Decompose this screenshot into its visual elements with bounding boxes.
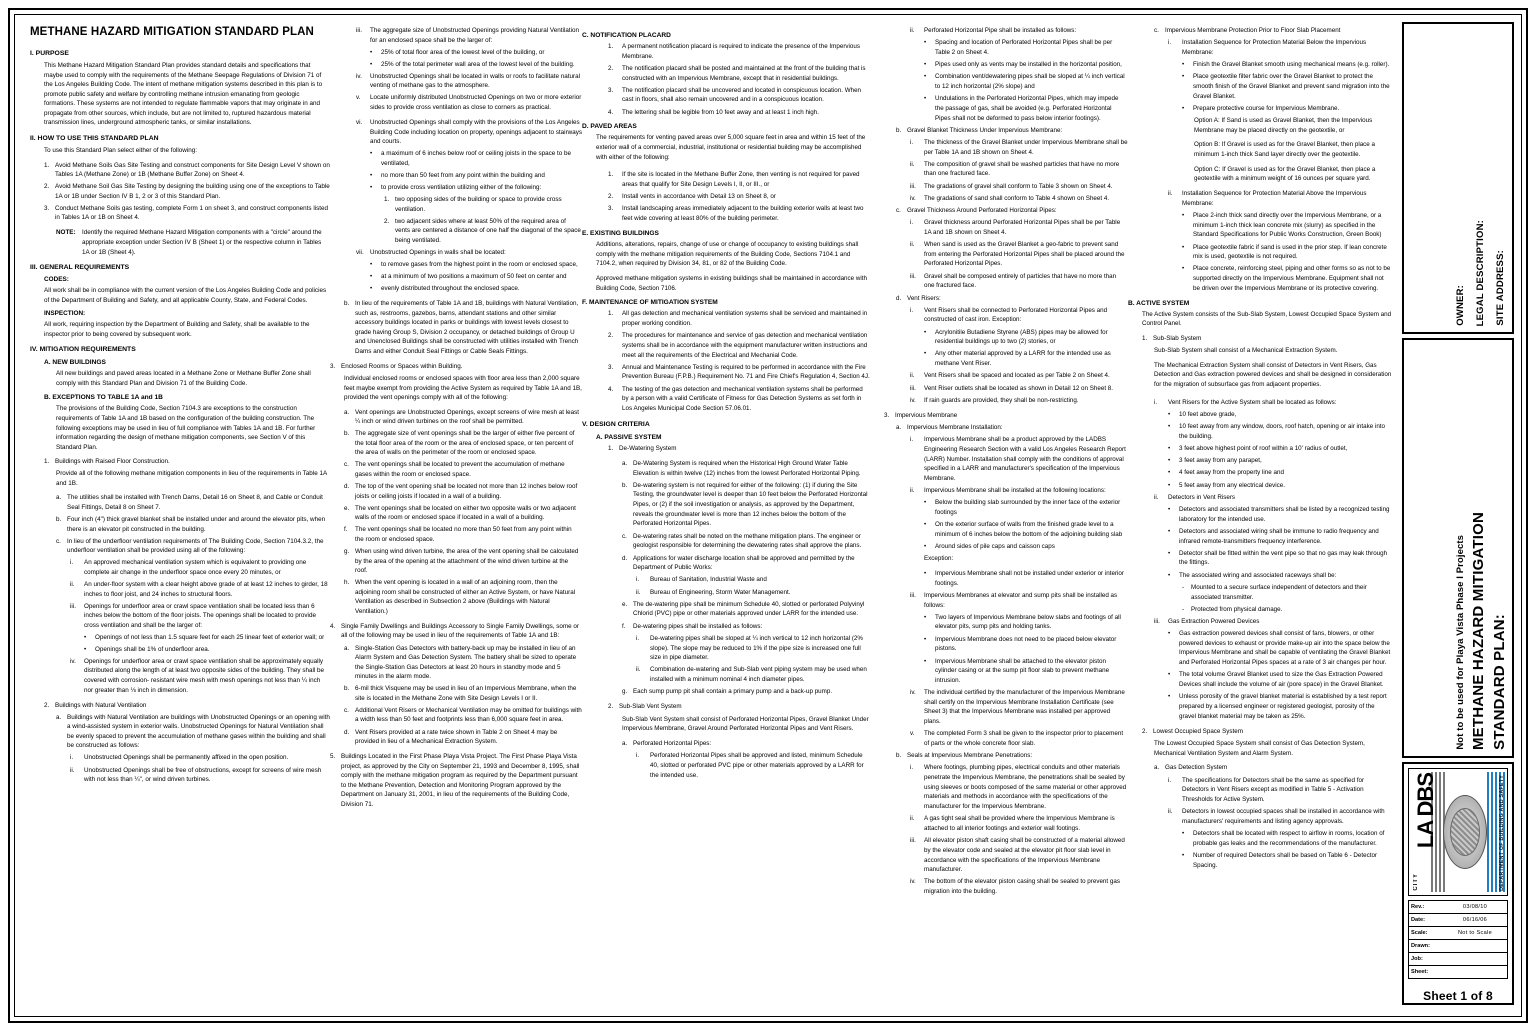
list-item: d. The top of the vent opening shall be located not more than 12 inches below roof joists or ceiling joists if located in a wall of a building. (344, 483, 578, 500)
list-item: 1. two opposing sides of the building or space to provide cross ventilation. (384, 195, 562, 213)
list-item: b. 6-mil thick Visquene may be used in lieu of an Impervious Membrane, when the site is located in the Methane Zone with Site Design Levels I or II. (344, 685, 577, 702)
list-item: v. The completed Form 3 shall be given to the inspector prior to placement of parts or the whole concrete floor slab. (910, 730, 1124, 747)
revision-table (1408, 900, 1508, 979)
title-block (1402, 22, 1514, 1009)
bullet-item: • Detectors and associated transmitters shall be listed by a recognized testing laboratory for the intended use. (1168, 506, 1390, 523)
plan-title-box (1402, 338, 1514, 758)
section-heading-general-requirements: III. GENERAL REQUIREMENTS (30, 264, 130, 272)
list-item: 4. Single Family Dwellings and Buildings Accessory to Single Family Dwellings, some or all of the following may be used in lieu of the requirements of Table 1A and 1B: (330, 622, 579, 640)
list-item: 1. A permanent notification placard is required to indicate the presence of the Impervious Membrane. (608, 43, 860, 60)
table-row (1409, 966, 1507, 979)
list-item: c. Additional Vent Risers or Mechanical Ventilation may be omitted for buildings with a width less than 50 feet and footprints less than 6,000 square feet in area. (344, 706, 582, 724)
bullet-item: • Number of required Detectors shall be based on Table 6 - Detector Spacing. (1182, 851, 1378, 869)
bullet-item: • Unless porosity of the gravel blanket material is established by a test report prepared by a licensed engineer or registered geologist, porosity of the gravel blanket material may be taken as 25%. (1168, 693, 1387, 720)
list-item: 2. Install vents in accordance with Detail 13 on Sheet 8, or (608, 193, 776, 201)
list-item: 4. The testing of the gas detection and mechanical ventilation systems shall be performed by a person with a valid Certificate of Fitness for Gas Detection Systems as set forth in Los Angeles Municipal Code Section 57.06.01. (608, 385, 863, 412)
list-item: iii. Gas Extraction Powered Devices (1154, 617, 1260, 625)
list-item: c. De-watering rates shall be noted on the methane mitigation plans. The engineer or geologist responsible for determining the dewatering rates shall approve the plans. (622, 532, 862, 550)
list-item: 1. All gas detection and mechanical ventilation systems shall be serviced and maintained in proper working condition. (608, 310, 868, 327)
bullet-item: • Finish the Gravel Blanket smooth using mechanical means (e.g. roller). (1182, 61, 1390, 69)
list-item: c. Impervious Membrane Protection Prior to Floor Slab Placement (1154, 27, 1341, 34)
raised-floor-paragraph: Provide all of the following methane mitigation components in lieu of the requirements in Table 1A and 1B. (56, 470, 327, 487)
bullet-item: • Any other material approved by a LARR for the intended use as methane Vent Riser. (924, 350, 1111, 368)
protection-option-c: Option C: If Gravel is used as for the Gravel Blanket, then place a geotextile with a minimum weight of 16 ounces per square yard. (1194, 165, 1376, 183)
agency-info-box (1402, 762, 1514, 1005)
list-item: 3. Conduct Methane Soils gas testing, complete Form 1 on sheet 3, and construct components listed in Tables 1A or 1B on Sheet 4. (44, 204, 329, 222)
bullet-item: • 25% of the total perimeter wall area of the lowest level of the building. (370, 60, 575, 68)
list-item: 2. two adjacent sides where at least 50% of the required area of vents are centered a distance of one half the diagonal of the space being ventilated. (384, 217, 581, 244)
rev-value: 03/08/10 (1462, 904, 1488, 910)
list-item: ii. Perforated Horizontal Pipe shall be installed as follows: (910, 27, 1077, 34)
list-item: 3. Enclosed Rooms or Spaces within Building. (330, 362, 463, 370)
list-item: ii. Detectors in Vent Risers (1154, 493, 1236, 501)
list-item: a. The utilities shall be installed with Trench Dams, Detail 16 on Sheet 8, and Cable or Conduit Seal Fittings, Detail 8 on Sheet 7. (56, 494, 323, 511)
subsection-exceptions: B. EXCEPTIONS TO TABLE 1A and 1B (44, 394, 163, 402)
list-item: 3. The notification placard shall be uncovered and located in conspicuous location. When cast in floors, shall also remain uncovered and in a conspicuous location. (608, 86, 862, 104)
specification-columns (30, 26, 1392, 1001)
list-item: 1. Sub-Slab System (1142, 334, 1202, 342)
owner-label: OWNER: (1455, 285, 1466, 326)
list-item: f. The vent openings shall be located no more than 50 feet from any point within the room or enclosed space. (344, 526, 572, 543)
project-info-labels (1455, 220, 1506, 326)
list-item: ii. Installation Sequence for Protection Material Above the Impervious Membrane: (1168, 190, 1367, 207)
list-item: iii. Vent Riser outlets shall be located as shown in Detail 12 on Sheet 8. (910, 384, 1114, 392)
list-item: i. De-watering pipes shall be sloped at ¼ inch vertical to 12 inch horizontal (2% slope). The slope may be reduced to 1% if the pipe size is increased one full size in pipe diameter. (636, 634, 863, 662)
list-item: b. De-watering system is not required for either of the following: (1) if during the Site Testing, the groundwater level is deeper than 10 feet below the Perforated Horizontal Pipes, or (2) if the soil investigation or analysis, as approved by the Department, reveals the groundwater level is more than 12 inches below the bottom of the Perforated Horizontal Pipes. (622, 481, 868, 528)
section-heading-how-to-use: II. HOW TO USE THIS STANDARD PLAN (30, 134, 159, 142)
logo-ladbs-text: LA DBS (1413, 773, 1438, 849)
list-item: i. The thickness of the Gravel Blanket under Impervious Membrane shall be per Table 1A and 1B shown on Sheet 4. (910, 138, 1128, 156)
table-row (1409, 940, 1507, 953)
list-item: b. In lieu of the requirements of Table 1A and 1B, buildings with Natural Ventilation, such as, restrooms, gazebos, barns, attendant stations and other similar accessory buildings located in parks or buildings with lowest levels closest to grade having Group S, Division 2 occupancy, or detached buildings of Group U and Unenclosed Buildings shall be constructed with utilities installed with Trench Dams and either Conduit Seal Fittings or Cable Seals Fittings. (344, 300, 579, 355)
section-heading-notification-placard: C. NOTIFICATION PLACARD (582, 32, 671, 39)
bullet-item: • 3 feet above highest point of roof within a 10' radius of outlet, (1168, 445, 1348, 453)
list-item: 1. Buildings with Raised Floor Construction. (44, 458, 170, 466)
bullet-item: • no more than 50 feet from any point within the building and (370, 171, 545, 179)
list-item: 5. Buildings Located in the First Phase Playa Vista Project. The First Phase Playa Vista project, as approved by the City on September 21, 1993 and December 8, 1995, shall comply with the methane mitigation program as required by the Department pursuant to the Methane Prevention, Detection and Monitoring Program approved by the Department on January 31, 2001, in lieu of the requirements of the Building Code, Division 71. (330, 753, 580, 808)
section-heading-maintenance: F. MAINTENANCE OF MITIGATION SYSTEM (582, 299, 718, 307)
city-seal-icon (1443, 795, 1487, 869)
list-item: 2. The procedures for maintenance and service of gas detection and mechanical ventilation systems shall be in accordance with the equipment manufacturer written instructions and meet all the requirements of the Electrical and Mechanial Code. (608, 332, 868, 359)
list-item: d. Vent Risers provided at a rate twice shown in Table 2 on Sheet 4 may be provided in lieu of a Mechanical Extraction System. (344, 728, 558, 746)
bullet-item: • Place 2-inch thick sand directly over the Impervious Membrane, or a minimum 1-inch thick lean concrete mix (slurry) as specified in the Standard Specifications for Public Works Construction, Green Book) (1182, 212, 1382, 239)
bullet-item: • Detector shall be fitted within the vent pipe so that no gas may leak through the fittings. (1168, 549, 1388, 567)
list-item: ii. A gas tight seal shall be provided where the Impervious Membrane is attached to all interior footings and exterior wall footings. (910, 815, 1115, 832)
bullet-item: • Combination vent/dewatering pipes shall be sloped at ¼ inch vertical to 12 inch horizontal (2% slope) and (924, 73, 1125, 90)
list-item: i. Perforated Horizontal Pipes shall be approved and listed, minimum Schedule 40, slotted or perforated PVC pipe or other materials approved by a LARR for the intended use. (636, 752, 864, 779)
bullet-item: • On the exterior surface of walls from the finished grade level to a minimum of 6 inches below the bottom of the adjoining building slab (924, 521, 1123, 538)
bullet-item: • a maximum of 6 inches below roof or ceiling joists in the space to be ventilated, (370, 150, 572, 167)
table-row (1409, 927, 1507, 940)
list-item: v. Locate uniformly distributed Unobstructed Openings on two or more exterior sides to provide cross ventilation as close to corners as practical. (356, 94, 582, 111)
bullet-item: • 10 feet above grade, (1168, 411, 1237, 418)
list-item: iv. The individual certified by the manufacturer of the Impervious Membrane shall certify on the Impervious Membrane Installation Certificate (see Sheet 3) that the Impervious Membrane was installed per approved plans. (910, 689, 1125, 726)
rev-key: Rev.: (1411, 904, 1425, 910)
list-item: ii. Impervious Membrane shall be installed at the following locations: (910, 487, 1106, 495)
section-heading-paved-areas: D. PAVED AREAS (582, 123, 637, 131)
column-5 (1128, 26, 1392, 1001)
table-row (1409, 901, 1507, 914)
how-to-use-intro: To use this Standard Plan select either of the following: (44, 146, 197, 154)
bullet-item: • The associated wiring and associated raceways shall be: (1168, 571, 1337, 579)
date-key: Date: (1411, 917, 1425, 923)
sub-slab-system-p1: Sub-Slab System shall consist of a Mechanical Extraction System. (1154, 347, 1338, 355)
list-item: h. When the vent opening is located in a wall of an adjoining room, then the adjoining room shall be constructed of either an Active System, or have Natural Ventilation as described in Subsection 2 above (Buildings with Natural Ventilation.) (344, 579, 576, 615)
list-item: i. Vent Risers for the Active System shall be located as follows: (1154, 398, 1337, 406)
list-item: i. The specifications for Detectors shall be the same as specified for Detectors in Vent Risers except as modified in Table 5 - Activation Thresholds for Active System. (1168, 776, 1365, 803)
list-item: 3. Install landscaping areas immediately adjacent to the building exterior walls at least two feet wide covering at least 80% of the building perimeter. (608, 205, 864, 223)
bullet-item: • Openings of not less than 1.5 square feet for each 25 linear feet of exterior wall; or (84, 633, 325, 641)
list-item: b. Four inch (4") thick gravel blanket shall be installed under and around the elevator pits, when there is an elevator pit constructed in the building. (56, 516, 326, 533)
list-item: ii. When sand is used as the Gravel Blanket a geo-fabric to prevent sand from entering the Perforated Horizontal Pipes shall be placed around the Perforated Horizontal Pipes. (910, 241, 1125, 268)
list-item: i. Installation Sequence for Protection Material Below the Impervious Membrane: (1168, 39, 1367, 56)
plan-usage-note: Not to be used for Playa Vista Phase I Projects (1455, 535, 1466, 750)
list-item: 2. Sub-Slab Vent System (608, 703, 682, 711)
inspection-heading: INSPECTION: (44, 310, 86, 318)
list-item: ii. Detectors in lowest occupied spaces shall be installed in accordance with manufacturers' requirements and listing agency approvals. (1168, 808, 1385, 825)
bullet-item: • Place geotextile fabric if sand is used in the prior step. If lean concrete mix is used, geotextile is not required. (1182, 243, 1387, 261)
list-item: i. Bureau of Sanitation, Industrial Waste and (636, 576, 767, 584)
existing-buildings-p2: Approved methane mitigation systems in existing buildings shall be maintained in accordance with Building Code, Section 7106. (596, 274, 867, 292)
list-item: 1. If the site is located in the Methane Buffer Zone, then venting is not required for paved areas that qualify for Site Design Levels I, II, or III., or (608, 171, 860, 189)
bullet-item: • Gas extraction powered devices shall consist of fans, blowers, or other powered devices to exhaust or provide make-up air into the space below the Impervious Membrane and shall be capable of ventilating the Gravel Blanket and Perforated Horizontal Pipes spaces at a rate of 3 air changes per hour. (1168, 630, 1391, 667)
bullet-item: • Undulations in the Perforated Horizontal Pipes, which may impede the passage of gas, shall be avoided (e.g. Perforated Horizontal Pipes shall not be deformed to pass below interior footings). (924, 95, 1119, 122)
date-value: 06/16/06 (1462, 917, 1488, 923)
bullet-item: • Spacing and location of Perforated Horizontal Pipes shall be per Table 2 on Sheet 4. (924, 39, 1113, 56)
inspection-paragraph: All work, requiring inspection by the Department of Building and Safety, shall be available to the inspector prior to being covered by subsequent work. (44, 321, 310, 338)
logo-city-text: CITY (1413, 873, 1419, 891)
list-item: iii. Gravel shall be composed entirely of particles that have no more than one fractured face. (910, 272, 1117, 290)
drawn-key: Drawn: (1411, 943, 1430, 949)
bullet-item: • Place concrete, reinforcing steel, piping and other forms so as not to be supported directly on the Impervious Membrane. Equipment shall not be driven over the Impervious Membrane or its protective covering. (1182, 265, 1391, 292)
bullet-item: • 5 feet away from any electrical device. (1168, 481, 1285, 489)
ladbs-logo (1408, 768, 1508, 896)
bullet-item: • to remove gases from the highest point in the room or enclosed space, (370, 260, 578, 268)
list-item: iv. Unobstructed Openings shall be located in walls or roofs to facilitate natural venting of methane gas to the atmosphere. (356, 72, 581, 90)
list-item: i. Impervious Membrane shall be a product approved by the LADBS Engineering Research Section with a valid Los Angeles Research Report (LARR) Number. Installation shall comply with the conditions of approval specified in a LARR and manufacturer's specification of the Impervious Membrane. (910, 436, 1126, 482)
bullet-item: • Below the building slab surrounded by the inner face of the exterior footings (924, 499, 1121, 517)
list-item: e. The vent openings shall be located on either two opposite walls or two adjacent walls of the room or enclosed space if located in a wall of a building. (344, 504, 576, 522)
sheet-key: Sheet: (1411, 969, 1429, 975)
bullet-item: • evenly distributed throughout the enclosed space. (370, 284, 520, 292)
bullet-item: • Acrylonitile Butadiene Styrene (ABS) pipes may be allowed for residential buildings up to two (2) stories, or (924, 328, 1108, 346)
codes-paragraph: All work shall be in compliance with the current version of the Los Angeles Building Code and policies of the Department of Building and Safety, and all applicable County, State, and Federal Codes. (44, 287, 327, 304)
plan-name-label: METHANE HAZARD MITIGATION (1470, 511, 1487, 750)
protection-option-a: Option A: If Sand is used as Gravel Blanket, then the Impervious Membrane may be placed directly on the geotextile, or (1194, 117, 1373, 134)
list-item: iii. The aggregate size of Unobstructed Openings providing Natural Ventilation for an enclosed space shall be the larger of: (356, 27, 579, 44)
list-item: iii. All elevator piston shaft casing shall be constructed of a material allowed by the elevator code and sealed at the elevator pit floor slab level in accordance with the specifications of the Impervious Membrane manufacturer. (910, 837, 1125, 874)
bullet-item: • Detectors shall be located with respect to airflow in rooms, location of probable gas leaks and the recommendations of the manufacturer. (1182, 829, 1385, 847)
list-item: a. Single-Station Gas Detectors with battery-back up may be installed in lieu of an Alarm System and Gas Detection System. The battery shall be sized to operate the Single-Station Gas Detectors at least 20 hours in standby mode and 5 minutes in the alarm mode. (344, 644, 577, 681)
bullet-item: • Prepare protective course for Impervious Membrane. (1182, 104, 1340, 112)
section-heading-purpose: I. PURPOSE (30, 50, 69, 57)
list-item: 3. Annual and Maintenance Testing is required to be performed in accordance with the Fire Prevention Bureau (F.P.B.) Requirement No. 71 and Fire Chief's Regulation 4, Section 4J. (608, 363, 870, 381)
list-item: 3. Impervious Membrane (884, 411, 958, 419)
list-item: a. Perforated Horizontal Pipes: (622, 740, 712, 747)
bullet-item: • Impervious Membrane does not need to be placed below elevator pistons. (924, 635, 1117, 653)
list-item: 4. The lettering shall be legible from 10 feet away and at least 1 inch high. (608, 108, 819, 116)
sheet-number: Sheet 1 of 8 (1423, 989, 1493, 1003)
subsection-active-system: B. ACTIVE SYSTEM (1128, 299, 1190, 307)
subsection-new-buildings: A. NEW BUILDINGS (44, 359, 106, 367)
list-item: iv. If rain guards are provided, they shall be non-restricting. (910, 396, 1079, 404)
membrane-exception-heading: Exception: (924, 555, 954, 563)
list-item: i. Vent Risers shall be connected to Perforated Horizontal Pipes and constructed of cast iron. Exception: (910, 306, 1108, 324)
column-2 (330, 26, 582, 1001)
subsection-passive-system: A. PASSIVE SYSTEM (596, 433, 662, 441)
list-item: c. Gravel Thickness Around Perforated Horizontal Pipes: (896, 207, 1057, 214)
logo-department-text: DEPARTMENT OF BUILDING AND SAFETY (1499, 775, 1505, 891)
bullet-item: • Impervious Membrane shall be attached to the elevator piston cylinder casing or at the sump pit floor slab to prevent methane intrusion. (924, 657, 1110, 684)
standard-plan-label: STANDARD PLAN: (1491, 614, 1508, 750)
list-item: i. Where footings, plumbing pipes, electrical conduits and other materials penetrate the Impervious Membrane, the penetrations shall be sealed by using sleeves or boots composed of the same material or other approved materials and methods in accordance with the specifications of the manufacturer for the Impervious Membrane. (910, 764, 1127, 811)
bullet-item: • Openings shall be 1% of underfloor area. (84, 645, 210, 653)
project-info-box (1402, 22, 1514, 334)
bullet-item: • Around sides of pile caps and caisson caps (924, 543, 1055, 551)
list-item: b. The aggregate size of vent openings shall be the larger of either five percent of the total floor area of the room or the area of enclosed space, or ten percent of the area of walls on the perimeter of the room or enclosed space. (344, 430, 575, 457)
list-item: c. In lieu of the underfloor ventilation requirements of The Building Code, Section 7104.3.2, the underfloor ventilation shall be provided using all of the following: (56, 537, 324, 555)
list-item: d. Applications for water discharge location shall be approved and permitted by the Department of Public Works: (622, 554, 855, 572)
page-title: METHANE HAZARD MITIGATION STANDARD PLAN (30, 26, 314, 38)
list-item: iv. The gradations of sand shall conform to Table 4 shown on Sheet 4. (910, 194, 1110, 202)
list-item: i. Unobstructed Openings shall be permanently affixed in the open position. (70, 754, 289, 762)
section-heading-design-criteria: V. DESIGN CRITERIA (582, 420, 650, 428)
bullet-item: • Two layers of Impervious Membrane below slabs and footings of all elevator pits, sump pits and holding tanks. (924, 613, 1121, 631)
paved-areas-paragraph: The requirements for venting paved areas over 5,000 square feet in area and within 15 feet of the exterior wall of a commercial, industrial, institutional or residential building may be accomplished with either of the following: (596, 134, 866, 161)
bullet-item: • 25% of total floor area of the lowest level of the building, or (370, 48, 545, 56)
column-3 (582, 26, 870, 1001)
list-item: 1. De-Watering System (608, 444, 677, 452)
list-item: ii. Bureau of Engineering, Storm Water Management. (636, 588, 791, 596)
list-item: a. Impervious Membrane Installation: (896, 424, 1003, 432)
list-item: iii. Impervious Membranes at elevator and sump pits shall be installed as follows: (910, 591, 1118, 609)
list-item: iii. The gradations of gravel shall conform to Table 3 shown on Sheet 4. (910, 182, 1113, 190)
table-row (1409, 914, 1507, 927)
list-item: a. Vent openings are Unobstructed Openings, except screens of wire mesh at least ¼ inch or wind driven turbines on the roof shall be permitted. (344, 408, 580, 426)
bullet-item: • 4 feet away from the property line and (1168, 469, 1284, 477)
list-item: g. Each sump pump pit shall contain a primary pump and a back-up pump. (622, 688, 833, 696)
list-item: ii. An under-floor system with a clear height above grade of at least 12 inches to girder, 18 inches to floor joist, and 24 inches to structural floors. (70, 580, 328, 598)
codes-heading: CODES: (44, 276, 69, 284)
sub-slab-system-p2: The Mechanical Extraction System shall consist of Detectors in Vent Risers, Gas Detection and Gas extraction powered devices and shall be designed in consideration for the migration of subsurface gas from adjacent properties. (1154, 361, 1392, 389)
bullet-item: • Place geotextile filter fabric over the Gravel Blanket to protect the smooth finish of the Gravel Blanket and prevent sand migration into the Gravel Blanket. (1182, 73, 1390, 100)
note-item: NOTE: Identify the required Methane Hazard Mitigation components with a "circle" around the appropriate exception under Section IV B (Sheet 1) or the respective column in Tables 1A or 1B (Sheet 4). (56, 229, 322, 256)
list-item: e. The de-watering pipe shall be minimum Schedule 40, slotted or perforated Polyvinyl Chlorid (PVC) pipe or other materials approved under LARR for the intended use. (622, 600, 865, 618)
lowest-occupied-paragraph: The Lowest Occupied Space System shall consist of Gas Detection System, Mechanical Ventilation System and Alarm System. (1154, 739, 1365, 757)
existing-buildings-p1: Additions, alterations, repairs, change of use or change of occupancy to existing buildings shall comply with the methane mitigation requirements of the Building Code, Sections 7104.1 and 7104.2, when required by Division 34, 81, or 82 of the Building Code. (596, 240, 859, 268)
plan-title-group (1455, 512, 1508, 750)
dash-item: - Mounted to a secure surface independent of detectors and their associated transmitter. (1182, 583, 1367, 601)
list-item: b. Gravel Blanket Thickness Under Impervious Membrane: (896, 126, 1063, 134)
list-item: iv. Openings for underfloor area or crawl space ventilation shall be approximately equally distributed along the length of at least two opposite sides of the building. They shall be covered with corrosion- resistant wire mesh with mesh openings not less than ¼ inch nor greater than ⅛ inch in dimension. (70, 657, 325, 694)
bullet-item: • The total volume Gravel Blanket used to size the Gas Extraction Powered Devices shall include the volume of air (pore space) in the Gravel Blanket. (1168, 671, 1384, 688)
legal-description-label: LEGAL DESCRIPTION: (1475, 219, 1486, 326)
bullet-item: • Detectors and associated wiring shall be immune to radio frequency and infrared remote-transmitters frequency interference. (1168, 527, 1379, 545)
job-key: Job: (1411, 956, 1423, 962)
list-item: ii. Vent Risers shall be spaced and located as per Table 2 on Sheet 4. (910, 372, 1110, 380)
list-item: 2. Avoid Methane Soil Gas Site Testing by designing the building using one of the exceptions to Table 1A or 1B under Section IV B 1, 2 or 3 of this Standard Plan. (44, 183, 330, 200)
purpose-paragraph: This Methane Hazard Mitigation Standard Plan provides standard details and specifications that maybe used to comply with the requirements of the Methane Seepage Regulations of Division 71 of the Los Angeles Building Code. The intent of methane mitigation systems described in this plan is to promote public safety and welfare by controlling methane intrusion emanating from geologic formations. These systems are not intended to regulate flammable vapors that may originate in and propagate from other sources, which include, but are not limited to, ruptured hazardous material transmission lines, underground atmospheric tanks, or similar installations. (44, 62, 323, 127)
site-address-label: SITE ADDRESS: (1495, 250, 1506, 326)
protection-option-b: Option B: If Gravel is used as for the Gravel Blanket, then place a minimum 1-inch thick Sand layer directly over the geotextile. (1194, 141, 1375, 159)
bullet-item: • at a minimum of two positions a maximum of 50 feet on center and (370, 272, 567, 280)
list-item: iii. Openings for underfloor area or crawl space ventilation shall be located less than 6 inches below the bottom of the floor joists. The openings shall be located to provide cross ventilation and shall be the larger of: (70, 602, 316, 629)
dash-item: - Protected from physical damage. (1182, 605, 1283, 613)
column-4 (870, 26, 1128, 1001)
bullet-item: • 3 feet away from any parapet, (1168, 457, 1262, 465)
list-item: vii. Unobstructed Openings in walls shall be located: (356, 248, 506, 256)
list-item: i. An approved mechanical ventilation system which is equivalent to providing one complete air change in the underfloor space once every 20 minutes, or (70, 559, 307, 576)
bullet-item: • 10 feet away from any window, doors, roof hatch, opening or air intake into the building. (1168, 423, 1386, 440)
list-item: a. Gas Detection System (1154, 764, 1228, 772)
bullet-item: • to provide cross ventilation utilizing either of the following: (370, 183, 542, 191)
list-item: 2. Lowest Occupied Space System (1142, 727, 1243, 735)
list-item: f. De-watering pipes shall be installed as follows: (622, 622, 763, 630)
list-item: 2. The notification placard shall be posted and maintained at the front of the building that is constructed with an Impervious Membrane, except that in residential buildings. (608, 64, 866, 82)
new-buildings-paragraph: All new buildings and paved areas located in a Methane Zone or Methane Buffer Zone shall comply with this Standard Plan and Division 71 of the Building Code. (56, 370, 311, 387)
section-heading-mitigation-requirements: IV. MITIGATION REQUIREMENTS (30, 346, 136, 354)
table-row (1409, 953, 1507, 966)
list-item: g. When using wind driven turbine, the area of the vent opening shall be calculated by the area of the opening at the attachment of the wind driven turbine at the roof. (344, 547, 579, 575)
list-item: c. The vent openings shall be located to prevent the accumulation of methane gases within the room or enclosed space. (344, 461, 565, 478)
list-item: ii. The composition of gravel shall be washed particles that have no more than one fractured face. (910, 160, 1120, 178)
bullet-item: • Pipes used only as vents may be installed in the horizontal position, (924, 61, 1122, 69)
list-item: ii. Unobstructed Openings shall be free of obstructions, except for screens of wire mesh with not less than ¼", or wind driven turbines. (70, 766, 322, 784)
list-item: ii. Combination de-watering and Sub-Slab vent piping system may be used when installed with a minimum nominal 4 inch diameter pipes. (636, 666, 867, 684)
list-item: a. De-Watering System is required when the Historical High Ground Water Table Elevation is within twelve (12) inches from the lowest Perforated Horizontal Piping. (622, 459, 861, 477)
list-item: 1. Avoid Methane Soils Gas Site Testing and construct components for Site Design Level V shown on Tables 1A (Methane Zone) or 1B (Methane Buffer Zone) on Sheet 4. (44, 161, 330, 179)
list-item: b. Seals at Impervious Membrane Penetrations: (896, 752, 1033, 760)
bullet-item: • Impervious Membrane shall not be installed under exterior or interior footings. (924, 570, 1124, 587)
column-1 (30, 26, 330, 1001)
scale-key: Scale: (1411, 930, 1428, 936)
enclosed-rooms-paragraph: Individual enclosed rooms or enclosed spaces with floor area less than 2,000 square feet maybe exempt from providing the Active System as required by Table 1A and 1B, provided the vent openings comply with all of the following: (344, 374, 582, 402)
scale-value: Not to Scale (1457, 930, 1493, 936)
list-item: d. Vent Risers: (896, 294, 941, 302)
sub-slab-vent-paragraph: Sub-Slab Vent System shall consist of Perforated Horizontal Pipes, Gravel Blanket Under Impervious Membrane, Gravel Around Perforated Horizontal Pipes and Vent Risers. (622, 715, 869, 733)
list-item: iv. The bottom of the elevator piston casing shall be sealed to prevent gas migration into the building. (910, 878, 1120, 896)
active-system-paragraph: The Active System consists of the Sub-Slab System, Lowest Occupied Space System and Control Panel. (1142, 310, 1392, 328)
list-item: 2. Buildings with Natural Ventilation (44, 701, 147, 709)
list-item: i. Gravel thickness around Perforated Horizontal Pipes shall be per Table 1A and 1B shown on Sheet 4. (910, 219, 1121, 236)
exceptions-paragraph: The provisions of the Building Code, Section 7104.3 are exceptions to the construction requirements of Table 1A and 1B based on the configuration of the building construction. The following exceptions may be used in lieu of full compliance with Tables 1A and 1B. For further information regarding the design of methane mitigation components, see Section V of this Standard Plan. (56, 405, 316, 451)
list-item: a. Buildings with Natural Ventilation are buildings with Unobstructed Openings or an opening with a wind-assisted system in exterior walls. Unobstructed Openings for Natural Ventilation shall be evenly spaced to prevent the accumulation of methane gases within the building and shall be constructed as follows: (56, 713, 330, 750)
section-heading-existing-buildings: E. EXISTING BUILDINGS (582, 229, 659, 237)
list-item: vi. Unobstructed Openings shall comply with the provisions of the Los Angeles Building Code including location on property, openings adjacent to stairways and courts. (356, 119, 583, 146)
